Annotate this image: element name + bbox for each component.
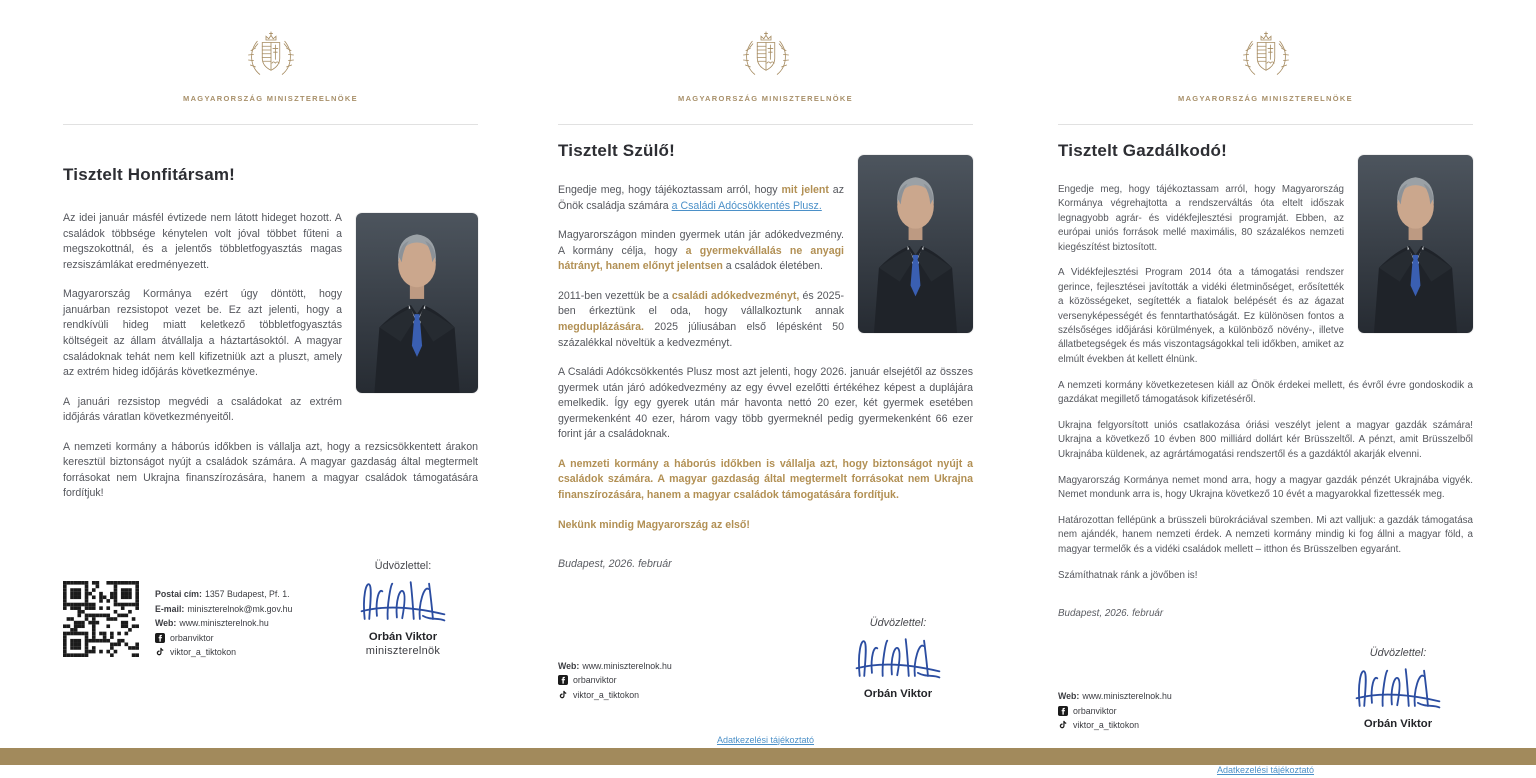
letter-footer [558,617,973,700]
letter-gazdalkodo [1058,0,1473,778]
social-handle: orbanviktor [1073,705,1117,716]
orban-portrait-photo [1358,155,1473,333]
bottom-gold-bar [0,748,1536,765]
text-segment: a családok életében. [722,260,823,273]
text-segment: A Vidékfejlesztési Program 2014 óta a támogatási rendszer gerince, fejlesztései javították a vidéki életminőséget, erősítették a közösségeket, segítették a fiatalok belépését és az ágazat versenyképességét és fenntarthatóságát. Ez különösen fontos a szélsőséges időjárási körülmények, a különböző növény-, illetve állatbetegségek és más viszontagságokkal teli időkben, amiket az elmúlt években át kellett élnünk. [1058,267,1344,365]
date-line [1058,607,1473,621]
contact-value: 1357 Budapest, Pf. 1. [204,589,290,599]
letter-szulo [558,0,973,748]
paragraph [1058,514,1473,557]
social-line [155,633,292,643]
paragraph [63,440,478,502]
text-segment: 2025 júliusában első lépésként 50 százalékkal növeltük a kedvezményt. [558,320,844,349]
contact-line [155,604,292,614]
text-segment: Nekünk mindig Magyarország az első! [558,518,750,531]
text-segment: A nemzeti kormány következetesen kiáll az Önök érdekei mellett, és évről évre gondoskodik a gazdákat megillető támogatások kifizetéséről. [1058,379,1473,406]
text-segment: Magyarország Kormánya ezért úgy döntött, hogy januárban rezsistopot vezet be. Ez azt jelenti, hogy a rendkívüli hideg miatt keletkező többletfogyasztás költségeit az állam átvállalja a háztartásoktól. A magyar családoknak tehát nem kell kifizetniük azt a pluszt, amely az extrém hideg időjárás következménye. [63,288,342,379]
paragraph [63,395,478,426]
paragraph [1058,569,1473,583]
signature-block [823,617,973,700]
social-line [558,690,672,700]
contact-line [155,618,292,628]
contact-block [1058,687,1172,731]
social-handle: viktor_a_tiktokon [170,647,237,657]
paragraph [1058,419,1473,462]
date-line [558,557,973,573]
text-segment: A januári rezsistop megvédi a családokat az extrém időjárás váratlan következményeitől. [63,395,342,424]
social-line [1058,720,1172,730]
header-divider [1058,124,1473,125]
signatory-name: Orbán Viktor [368,631,438,643]
facebook-icon [558,675,568,685]
closing-salutation: Üdvözlettel: [869,616,927,629]
text-segment: A Családi Adókcsökkentés Plusz most azt jelenti, hogy 2026. január elsejétől az összes gyermek után járó adókedvezmény az egy évvel ezelőtti értékéhez képest a duplájára emelkedik. Így egy gyerek után már havonta nettó 20 ezer, két gyermek esetében gyermekenként 40 ezer, három vagy több gyermeknél pedig gyermekenként 66 ezer forint jár a családoknak. [558,366,973,441]
signatory-name: Orbán Viktor [1363,718,1433,731]
facebook-icon [155,633,165,643]
hungary-coat-of-arms-icon [1236,28,1296,82]
header-divider [63,124,478,125]
social-handle: orbanviktor [170,632,214,643]
paragraph [558,518,973,534]
text-segment: Az idei január másfél évtizede nem látott hideget hozott. A családok többsége kénytelen volt jóval többet fűteni a megszokottnál, és a jelentős többletfogyasztás magas rezsiszámlákat eredményezett. [63,212,342,271]
letterhead [558,0,973,125]
orban-portrait-photo [858,155,973,333]
text-segment: Számíthatnak ránk a jövőben is! [1058,569,1198,581]
social-handle: viktor_a_tiktokon [1073,720,1140,731]
social-handle: viktor_a_tiktokon [573,689,640,700]
contact-line [1058,691,1172,701]
social-handle: orbanviktor [573,675,617,686]
text-segment: családi adókedvezményt, [671,289,800,302]
letterhead [1058,0,1473,125]
qr-code [63,581,139,657]
contact-label: Web: [558,660,580,671]
paragraph [558,457,973,504]
contact-label: Web: [155,618,177,628]
closing-salutation: Üdvözlettel: [1369,647,1427,660]
letter-title: Tisztelt Gazdálkodó! [1058,141,1227,160]
letter-title: Tisztelt Honfitársam! [63,165,236,184]
social-line [1058,706,1172,716]
text-segment: Magyarországon minden gyermek után jár adókedvezmény. A kormány célja, hogy [558,229,844,257]
contact-block [558,656,672,700]
inline-link[interactable]: a Családi Adócsökkentés Plusz. [671,199,822,212]
signature-block [1323,647,1473,730]
text-segment: Határozottan fellépünk a brüsszeli bürokráciával szemben. Mi azt valljuk: a gazdák támogatása nem ajándék, hanem nemzeti érdek. A nemzeti kormány mindig ki fog állni a magyar föld, a magyar termelők és a vidéki családok mellett – itthon és Brüsszelben egyaránt. [1058,514,1473,555]
privacy-link[interactable]: Adatkezelési tájékoztató [1216,765,1315,776]
contact-value: www.miniszterelnok.hu [582,660,672,671]
signature [357,574,449,624]
letter-honfitarsam [63,0,478,657]
contact-value: miniszterelnok@mk.gov.hu [187,603,293,614]
text-segment: Magyarország Kormánya nemet mond arra, hogy a magyar gazdák pénzét Ukrajnába vigyék. Nemet mondunk arra is, hogy Ukrajna következő 10 évét a magyarokkal fizettessék meg. [1058,474,1473,501]
privacy-link[interactable]: Adatkezelési tájékoztató [716,734,815,745]
letter-footer [63,560,478,657]
contact-label: E-mail: [155,603,185,614]
letterhead [63,0,478,125]
signature [852,631,944,681]
orban-portrait-photo [356,213,478,393]
text-segment: megduplázására. [558,320,644,333]
signature-block [328,560,478,657]
contact-label: Postai cím: [155,589,202,599]
text-segment: mit jelent [781,184,829,196]
letter-footer [1058,647,1473,730]
hungary-coat-of-arms-icon [241,28,301,82]
social-line [155,647,292,657]
facebook-icon [1058,706,1068,716]
hungary-coat-of-arms-icon [736,28,796,82]
tiktok-icon [1058,720,1068,730]
letterhead-wordmark: MAGYARORSZÁG MINISZTERELNÖKE [183,94,358,103]
letterhead-wordmark: MAGYARORSZÁG MINISZTERELNÖKE [678,94,853,103]
text-segment: Ukrajna felgyorsított uniós csatlakozása óriási veszélyt jelent a magyar gazdák számára! Ukrajna a következő 10 évben 800 milliárd dollárt kér Brüsszeltől. A pénzt, amit Brüsszelből Ukrajnába küldenek, az agrártámogatási rendszertől és a gazdáktól akarják elvenni. [1058,419,1473,460]
text-segment: és 2025-ben érkeztünk el oda, hogy vállalkoztunk annak [558,289,844,318]
tiktok-icon [558,690,568,700]
paragraph [1058,379,1473,408]
contact-line [558,661,672,671]
text-segment: A nemzeti kormány a háborús időkben is vállalja azt, hogy biztonságot nyújt a családok számára. A magyar gazdaság által megtermelt forrásokat nem Ukrajna finanszírozására, hanem a magyar családok támogatására fordítjuk. [558,457,973,501]
letter-title: Tisztelt Szülő! [558,141,675,160]
text-segment: Engedje meg, hogy tájékoztassam arról, hogy Magyarország Kormánya végrehajtotta a rendszerváltás óta eltelt időszak legnagyobb agrár- és vidékfejlesztési programját. Ebben, az európai uniós források mellé maximális, 80 százalékos nemzeti kiegészítést biztosított. [1058,184,1344,253]
text-segment: 2011-ben vezettük be a [558,289,672,302]
contact-line [155,589,292,599]
paragraph [1058,474,1473,503]
text-segment: a gyermekvállalás ne anyagi hátrányt, hanem előnyt jelentsen [558,244,844,273]
text-segment: Budapest, 2026. február [558,558,672,571]
tiktok-icon [155,647,165,657]
text-segment: Budapest, 2026. február [1058,607,1164,619]
text-segment: A nemzeti kormány a háborús időkben is vállalja azt, hogy a rezsicsökkentett árakon keresztül biztonságot nyújt a családok számára. A magyar gazdaság által megtermelt forrásokat nem Ukrajna finanszírozására, hanem a magyar családok támogatására fordítjuk! [63,440,478,500]
contact-value: www.miniszterelnok.hu [1082,691,1172,702]
paragraph [558,365,973,443]
header-divider [558,124,973,125]
social-line [558,675,672,685]
contact-label: Web: [1058,691,1080,702]
text-segment: Engedje meg, hogy tájékoztassam arról, hogy [558,184,782,196]
signatory-role: miniszterelnök [365,645,441,657]
letterhead-wordmark: MAGYARORSZÁG MINISZTERELNÖKE [1178,94,1353,103]
closing-salutation: Üdvözlettel: [374,560,432,572]
signature [1352,661,1444,711]
signatory-name: Orbán Viktor [863,687,933,700]
contact-value: www.miniszterelnok.hu [179,618,269,628]
contact-block [155,585,292,658]
text-segment: az Önök családja számára [558,184,844,212]
